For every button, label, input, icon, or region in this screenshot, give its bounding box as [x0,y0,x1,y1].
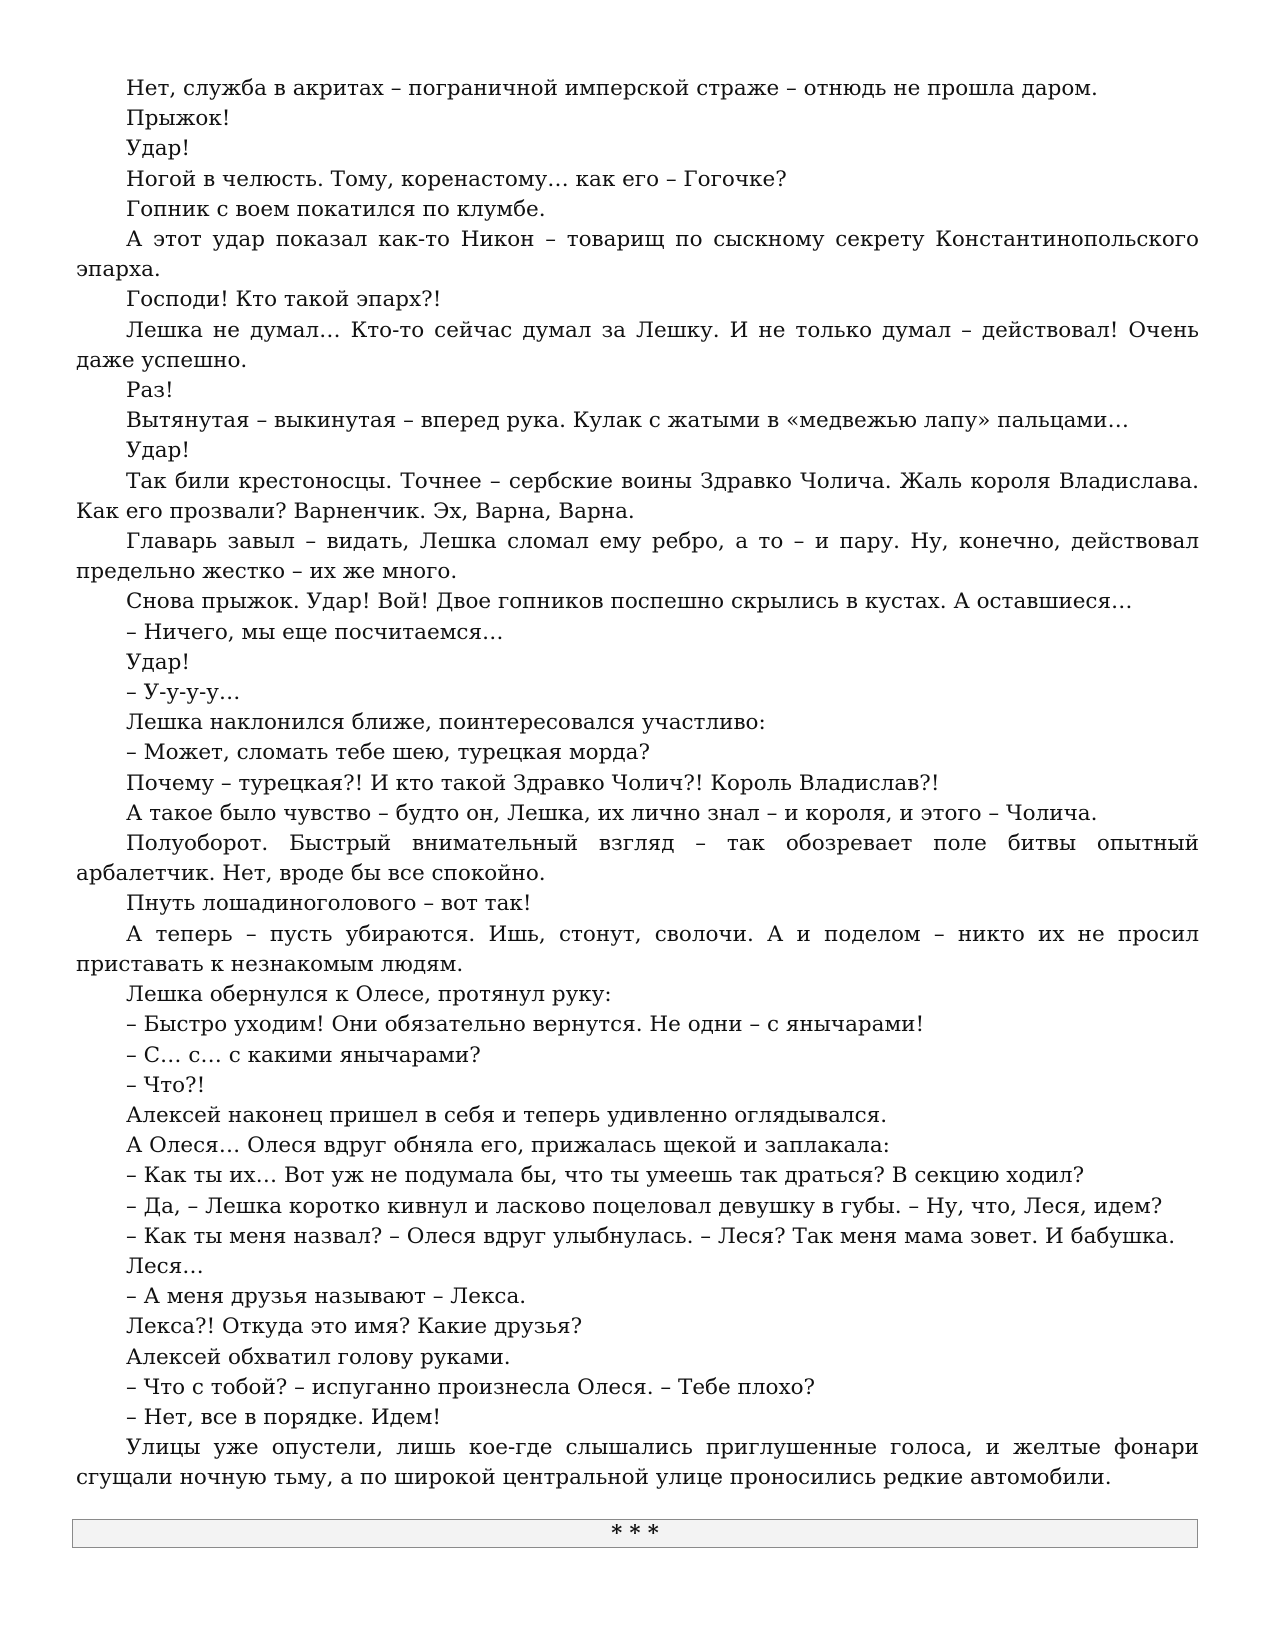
paragraph: – Как ты меня назвал? – Олеся вдруг улыбнулась. – Леся? Так меня мама зовет. И бабушка. [126,1223,1176,1249]
document-body [76,74,1199,1494]
paragraph: – С… с… с какими янычарами? [126,1042,481,1068]
paragraph: Господи! Кто такой эпарх?! [126,287,442,313]
paragraph: Прыжок! [126,106,231,132]
paragraph: – А меня друзья называют – Лекса. [126,1284,527,1310]
paragraph: Так били крестоносцы. Точнее – сербские воины Здравко Чолича. Жаль короля Владислава. Как его прозвали? Варненчик. Эх, Варна, Варна. [76,468,1199,524]
paragraph: Снова прыжок. Удар! Вой! Двое гопников поспешно скрылись в кустах. А оставшиеся… [126,589,1133,615]
paragraph: Удар! [126,136,190,162]
paragraph: А теперь – пусть убираются. Ишь, стонут, сволочи. А и поделом – никто их не просил приставать к незнакомым людям. [76,921,1199,977]
paragraph: Алексей обхватил голову руками. [126,1344,511,1370]
paragraph: Главарь завыл – видать, Лешка сломал ему ребро, а то – и пару. Ну, конечно, действовал предельно жестко – их же много. [76,529,1199,585]
paragraph: Ногой в челюсть. Тому, коренастому… как его – Гогочке? [126,166,787,192]
paragraph: – Может, сломать тебе шею, турецкая морда? [126,740,650,766]
paragraph: Пнуть лошадиноголового – вот так! [126,891,532,917]
paragraph: – Нет, все в порядке. Идем! [126,1404,442,1430]
paragraph: А такое было чувство – будто он, Лешка, их лично знал – и короля, и этого – Чолича. [126,800,1098,826]
paragraph: А Олеся… Олеся вдруг обняла его, прижалась щекой и заплакала: [126,1133,890,1159]
paragraph: Удар! [126,438,190,464]
paragraph: Почему – турецкая?! И кто такой Здравко Чолич?! Король Владислав?! [126,770,940,796]
paragraph: Лешка обернулся к Олесе, протянул руку: [126,982,612,1008]
paragraph: Леся… [126,1253,204,1279]
paragraph: Улицы уже опустели, лишь кое-где слышались приглушенные голоса, и желтые фонари сгущали ночную тьму, а по широкой центральной улице проносились редкие автомобили. [76,1435,1199,1491]
section-separator: * * * [72,1519,1198,1548]
paragraph: Алексей наконец пришел в себя и теперь удивленно оглядывался. [126,1102,888,1128]
paragraph: – Да, – Лешка коротко кивнул и ласково поцеловал девушку в губы. – Ну, что, Леся, идем? [126,1193,1163,1219]
paragraph: Раз! [126,378,174,404]
paragraph: – Что?! [126,1072,206,1098]
paragraph: – Быстро уходим! Они обязательно вернутся. Не одни – с янычарами! [126,1012,925,1038]
paragraph: Лешка наклонился ближе, поинтересовался участливо: [126,710,766,736]
paragraph: Нет, служба в акритах – пограничной имперской страже – отнюдь не прошла даром. [126,76,1098,101]
paragraph: Вытянутая – выкинутая – вперед рука. Кулак с жатыми в «медвежью лапу» пальцами… [126,408,1129,434]
paragraph: Удар! [126,649,190,675]
paragraph: – Ничего, мы еще посчитаемся… [126,619,504,645]
paragraph: – Как ты их… Вот уж не подумала бы, что ты умеешь так драться? В секцию ходил? [126,1163,1085,1189]
paragraph: – У-у-у-у… [126,680,241,706]
paragraph: Лешка не думал… Кто-то сейчас думал за Лешку. И не только думал – действовал! Очень даже успешно. [76,317,1199,373]
paragraph: – Что с тобой? – испуганно произнесла Олеся. – Тебе плохо? [126,1374,816,1400]
paragraph: Лекса?! Откуда это имя? Какие друзья? [126,1314,583,1340]
paragraph: Полуоборот. Быстрый внимательный взгляд – так обозревает поле битвы опытный арбалетчик. Нет, вроде бы все спокойно. [76,831,1199,887]
paragraph: А этот удар показал как-то Никон – товарищ по сыскному секрету Константинопольского эпарха. [76,227,1199,283]
paragraph: Гопник с воем покатился по клумбе. [126,196,546,222]
